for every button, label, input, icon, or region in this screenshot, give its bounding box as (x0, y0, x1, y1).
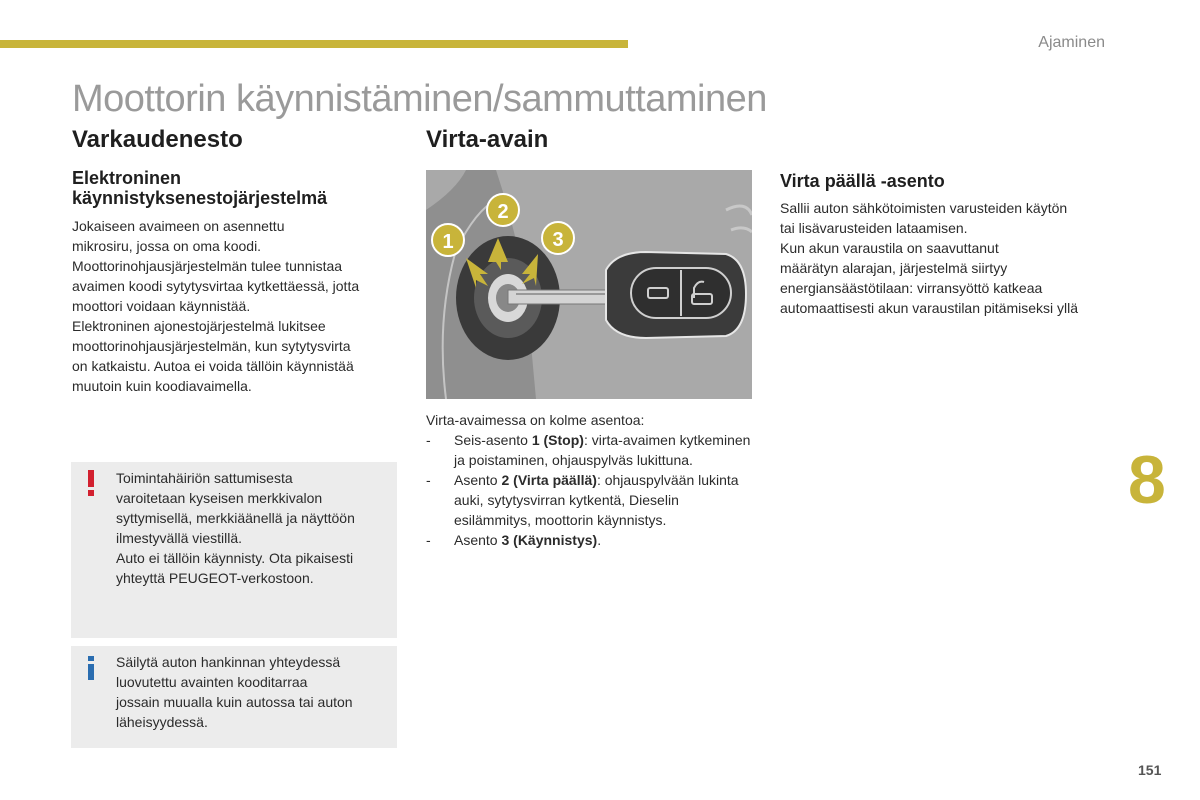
text-line: automaattisesti akun varaustilan pitämiseksi yllä (780, 300, 1079, 316)
text-line: moottori voidaan käynnistää. (72, 298, 251, 314)
immobiliser-description (72, 216, 402, 396)
list-dash: - (426, 472, 431, 488)
subheading-immobiliser: Elektroninen käynnistyksenestojärjestelmä (72, 168, 328, 208)
text-line: Auto ei tällöin käynnisty. Ota pikaisesti (116, 550, 354, 566)
text-line: tai lisävarusteiden lataamisen. (780, 220, 968, 236)
text-line: läheisyydessä. (116, 714, 208, 730)
text-line: yhteyttä PEUGEOT-verkostoon. (116, 570, 314, 586)
text-line: luovutettu avainten kooditarraa (116, 674, 308, 690)
callout-2 (487, 194, 519, 226)
list-item (426, 470, 756, 530)
page-title: Moottorin käynnistäminen/sammuttaminen (72, 78, 767, 120)
text-line: Toimintahäiriön sattumisesta (116, 470, 293, 486)
text-line: Moottorinohjausjärjestelmän tulee tunnistaa (72, 258, 343, 274)
item-text-bold: 2 (Virta päällä) (501, 472, 597, 488)
list-item (426, 430, 756, 470)
item-text-bold: 3 (Käynnistys) (501, 532, 598, 548)
warning-box (71, 462, 397, 638)
text-line: ilmestyvällä viestillä. (116, 530, 243, 546)
item-text-post: . (597, 532, 602, 548)
section-label: Ajaminen (1038, 34, 1105, 51)
callout-3 (542, 222, 574, 254)
text-line: mikrosiru, jossa on oma koodi. (72, 238, 262, 254)
text-line: Säilytä auton hankinnan yhteydessä (116, 654, 341, 670)
text-line: Kun akun varaustila on saavuttanut (780, 240, 999, 256)
warning-text (116, 468, 388, 588)
text-line: Jokaiseen avaimeen on asennettu (72, 218, 285, 234)
svg-text:2: 2 (497, 201, 509, 223)
text-line: energiansäästötilaan: virransyöttö katkeaa (780, 280, 1043, 296)
text-line: on katkaistu. Autoa ei voida tällöin käynnistää (72, 358, 354, 374)
key-positions-list (426, 430, 756, 550)
text-line: määrätyn alarajan, järjestelmä siirtyy (780, 260, 1008, 276)
exclamation-icon (85, 470, 97, 496)
callout-1 (432, 224, 464, 256)
item-text-bold: 1 (Stop) (531, 432, 584, 448)
heading-theft-protection: Varkaudenesto (72, 126, 243, 153)
header-accent-bar (0, 40, 628, 48)
text-line: syttymisellä, merkkiäänellä ja näyttöön (116, 510, 355, 526)
text-line: muutoin kuin koodiavaimella. (72, 378, 252, 394)
info-icon (85, 656, 97, 680)
text-line: varoitetaan kyseisen merkkivalon (116, 490, 323, 506)
item-text-pre: Asento (454, 472, 502, 488)
text-line: Sallii auton sähkötoimisten varusteiden käytön (780, 200, 1068, 216)
list-item (426, 530, 756, 550)
item-text-pre: Asento (454, 532, 502, 548)
list-dash: - (426, 532, 431, 548)
svg-text:1: 1 (442, 231, 454, 253)
svg-text:3: 3 (552, 229, 564, 251)
ignition-on-description (780, 198, 1110, 318)
page-number: 151 (1138, 762, 1162, 778)
ignition-key-illustration (426, 170, 752, 399)
key-positions-intro: Virta-avaimessa on kolme asentoa: (426, 412, 645, 428)
ignition-illustration-svg (426, 170, 752, 399)
text-line: Elektroninen ajonestojärjestelmä lukitsee (72, 318, 326, 334)
subheading-ignition-on: Virta päällä -asento (780, 171, 945, 191)
text-line: moottorinohjausjärjestelmän, kun sytytysvirta (72, 338, 351, 354)
text-line: avaimen koodi sytytysvirtaa kytkettäessä, jotta (72, 278, 360, 294)
text-line: jossain muualla kuin autossa tai auton (116, 694, 353, 710)
heading-ignition-key: Virta-avain (426, 126, 549, 153)
info-text (116, 652, 388, 732)
info-box (71, 646, 397, 748)
item-text-pre: Seis-asento (454, 432, 532, 448)
item-text-post: : ohjauspylvään lukinta auki, sytytysvirran kytkentä, Dieselin esilämmitys, moottorin käynnistys. (454, 472, 739, 528)
item-text-post: : virta-avaimen kytkeminen ja poistaminen, ohjauspylväs lukittuna. (454, 432, 751, 468)
list-dash: - (426, 432, 431, 448)
chapter-number: 8 (1128, 442, 1166, 518)
